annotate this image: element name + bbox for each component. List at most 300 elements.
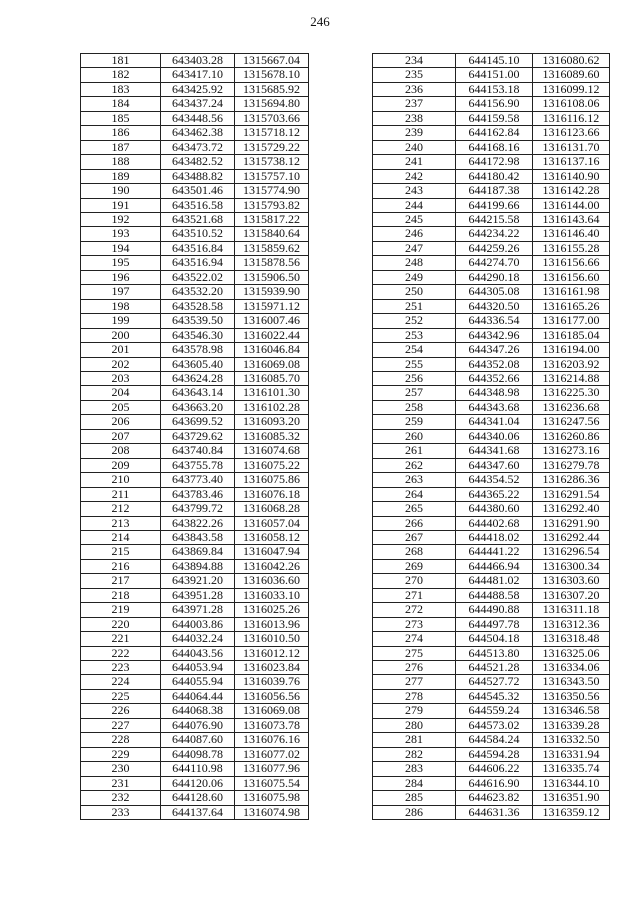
table-row (373, 487, 610, 501)
table-row (81, 545, 309, 559)
point-number-cell: 269 (373, 559, 456, 573)
point-number-cell: 197 (81, 285, 161, 299)
table-row (81, 371, 309, 385)
point-number-cell: 218 (81, 588, 161, 602)
point-number-cell: 209 (81, 458, 161, 472)
x-coordinate-cell: 643437.24 (161, 97, 235, 111)
y-coordinate-cell: 1316013.96 (235, 617, 309, 631)
point-number-cell: 273 (373, 617, 456, 631)
y-coordinate-cell: 1315678.10 (235, 68, 309, 82)
point-number-cell: 229 (81, 747, 161, 761)
point-number-cell: 274 (373, 632, 456, 646)
y-coordinate-cell: 1315738.12 (235, 155, 309, 169)
x-coordinate-cell: 644545.32 (456, 689, 533, 703)
table-row (373, 227, 610, 241)
table-row (373, 776, 610, 790)
point-number-cell: 210 (81, 473, 161, 487)
y-coordinate-cell: 1315667.04 (235, 54, 309, 68)
table-row (81, 502, 309, 516)
y-coordinate-cell: 1316260.86 (533, 429, 610, 443)
y-coordinate-cell: 1316194.00 (533, 343, 610, 357)
point-number-cell: 248 (373, 256, 456, 270)
y-coordinate-cell: 1316203.92 (533, 357, 610, 371)
point-number-cell: 192 (81, 212, 161, 226)
y-coordinate-cell: 1316346.58 (533, 704, 610, 718)
x-coordinate-cell: 643869.84 (161, 545, 235, 559)
y-coordinate-cell: 1316312.36 (533, 617, 610, 631)
y-coordinate-cell: 1316185.04 (533, 328, 610, 342)
y-coordinate-cell: 1316101.30 (235, 386, 309, 400)
point-number-cell: 228 (81, 733, 161, 747)
table-row (81, 473, 309, 487)
table-row (81, 733, 309, 747)
table-row (81, 646, 309, 660)
point-number-cell: 183 (81, 82, 161, 96)
table-row (81, 198, 309, 212)
point-number-cell: 188 (81, 155, 161, 169)
point-number-cell: 253 (373, 328, 456, 342)
x-coordinate-cell: 644137.64 (161, 805, 235, 819)
table-row (373, 516, 610, 530)
table-row (373, 155, 610, 169)
x-coordinate-cell: 644290.18 (456, 270, 533, 284)
point-number-cell: 236 (373, 82, 456, 96)
x-coordinate-cell: 643624.28 (161, 371, 235, 385)
x-coordinate-cell: 644347.60 (456, 458, 533, 472)
x-coordinate-cell: 644199.66 (456, 198, 533, 212)
table-row (373, 473, 610, 487)
x-coordinate-cell: 644274.70 (456, 256, 533, 270)
table-row (373, 617, 610, 631)
x-coordinate-cell: 644488.58 (456, 588, 533, 602)
point-number-cell: 203 (81, 371, 161, 385)
table-row (81, 169, 309, 183)
point-number-cell: 235 (373, 68, 456, 82)
point-number-cell: 279 (373, 704, 456, 718)
x-coordinate-cell: 644064.44 (161, 689, 235, 703)
point-number-cell: 266 (373, 516, 456, 530)
table-row (81, 82, 309, 96)
table-row (81, 762, 309, 776)
y-coordinate-cell: 1316351.90 (533, 791, 610, 805)
table-row (373, 444, 610, 458)
point-number-cell: 189 (81, 169, 161, 183)
point-number-cell: 280 (373, 718, 456, 732)
y-coordinate-cell: 1316085.70 (235, 371, 309, 385)
table-row (81, 487, 309, 501)
x-coordinate-cell: 644631.36 (456, 805, 533, 819)
table-row (373, 184, 610, 198)
x-coordinate-cell: 644068.38 (161, 704, 235, 718)
y-coordinate-cell: 1316073.78 (235, 718, 309, 732)
table-row (373, 502, 610, 516)
point-number-cell: 224 (81, 675, 161, 689)
x-coordinate-cell: 643521.68 (161, 212, 235, 226)
y-coordinate-cell: 1315694.80 (235, 97, 309, 111)
point-number-cell: 216 (81, 559, 161, 573)
table-row (373, 343, 610, 357)
x-coordinate-cell: 643403.28 (161, 54, 235, 68)
point-number-cell: 263 (373, 473, 456, 487)
y-coordinate-cell: 1315757.10 (235, 169, 309, 183)
x-coordinate-cell: 644151.00 (456, 68, 533, 82)
y-coordinate-cell: 1316318.48 (533, 632, 610, 646)
y-coordinate-cell: 1315878.56 (235, 256, 309, 270)
x-coordinate-cell: 643488.82 (161, 169, 235, 183)
y-coordinate-cell: 1316093.20 (235, 415, 309, 429)
x-coordinate-cell: 644003.86 (161, 617, 235, 631)
table-row (81, 516, 309, 530)
y-coordinate-cell: 1316075.98 (235, 791, 309, 805)
point-number-cell: 239 (373, 126, 456, 140)
y-coordinate-cell: 1316077.96 (235, 762, 309, 776)
point-number-cell: 272 (373, 603, 456, 617)
x-coordinate-cell: 644110.98 (161, 762, 235, 776)
y-coordinate-cell: 1316325.06 (533, 646, 610, 660)
point-number-cell: 233 (81, 805, 161, 819)
x-coordinate-cell: 643894.88 (161, 559, 235, 573)
y-coordinate-cell: 1316291.90 (533, 516, 610, 530)
table-row (373, 68, 610, 82)
table-row (373, 169, 610, 183)
point-number-cell: 187 (81, 140, 161, 154)
point-number-cell: 191 (81, 198, 161, 212)
x-coordinate-cell: 644168.16 (456, 140, 533, 154)
x-coordinate-cell: 644215.58 (456, 212, 533, 226)
point-number-cell: 275 (373, 646, 456, 660)
table-row (373, 791, 610, 805)
x-coordinate-cell: 643528.58 (161, 299, 235, 313)
y-coordinate-cell: 1316058.12 (235, 530, 309, 544)
x-coordinate-cell: 643921.20 (161, 574, 235, 588)
y-coordinate-cell: 1316025.26 (235, 603, 309, 617)
x-coordinate-cell: 644055.94 (161, 675, 235, 689)
x-coordinate-cell: 644616.90 (456, 776, 533, 790)
x-coordinate-cell: 643755.78 (161, 458, 235, 472)
x-coordinate-cell: 643699.52 (161, 415, 235, 429)
x-coordinate-cell: 644234.22 (456, 227, 533, 241)
y-coordinate-cell: 1316099.12 (533, 82, 610, 96)
y-coordinate-cell: 1316108.06 (533, 97, 610, 111)
y-coordinate-cell: 1316047.94 (235, 545, 309, 559)
table-row (373, 429, 610, 443)
table-row (81, 776, 309, 790)
y-coordinate-cell: 1316074.98 (235, 805, 309, 819)
x-coordinate-cell: 643522.02 (161, 270, 235, 284)
point-number-cell: 207 (81, 429, 161, 443)
point-number-cell: 276 (373, 661, 456, 675)
x-coordinate-cell: 643462.38 (161, 126, 235, 140)
point-number-cell: 225 (81, 689, 161, 703)
y-coordinate-cell: 1316291.54 (533, 487, 610, 501)
x-coordinate-cell: 643425.92 (161, 82, 235, 96)
table-row (81, 256, 309, 270)
point-number-cell: 234 (373, 54, 456, 68)
x-coordinate-cell: 644513.80 (456, 646, 533, 660)
x-coordinate-cell: 644504.18 (456, 632, 533, 646)
point-number-cell: 219 (81, 603, 161, 617)
table-row (81, 574, 309, 588)
point-number-cell: 214 (81, 530, 161, 544)
point-number-cell: 251 (373, 299, 456, 313)
point-number-cell: 195 (81, 256, 161, 270)
point-number-cell: 258 (373, 400, 456, 414)
table-row (373, 718, 610, 732)
y-coordinate-cell: 1316165.26 (533, 299, 610, 313)
point-number-cell: 271 (373, 588, 456, 602)
table-row (373, 54, 610, 68)
table-row (81, 54, 309, 68)
table-row (373, 458, 610, 472)
point-number-cell: 193 (81, 227, 161, 241)
x-coordinate-cell: 643516.84 (161, 241, 235, 255)
table-row (373, 689, 610, 703)
x-coordinate-cell: 644305.08 (456, 285, 533, 299)
x-coordinate-cell: 644352.08 (456, 357, 533, 371)
y-coordinate-cell: 1316123.66 (533, 126, 610, 140)
x-coordinate-cell: 643578.98 (161, 343, 235, 357)
point-number-cell: 194 (81, 241, 161, 255)
table-row (373, 111, 610, 125)
y-coordinate-cell: 1316142.28 (533, 184, 610, 198)
point-number-cell: 262 (373, 458, 456, 472)
x-coordinate-cell: 644043.56 (161, 646, 235, 660)
y-coordinate-cell: 1316046.84 (235, 343, 309, 357)
y-coordinate-cell: 1315840.64 (235, 227, 309, 241)
y-coordinate-cell: 1316143.64 (533, 212, 610, 226)
x-coordinate-cell: 643843.58 (161, 530, 235, 544)
point-number-cell: 205 (81, 400, 161, 414)
point-number-cell: 213 (81, 516, 161, 530)
point-number-cell: 265 (373, 502, 456, 516)
y-coordinate-cell: 1316273.16 (533, 444, 610, 458)
y-coordinate-cell: 1316292.40 (533, 502, 610, 516)
point-number-cell: 242 (373, 169, 456, 183)
table-row (81, 747, 309, 761)
point-number-cell: 277 (373, 675, 456, 689)
table-row (373, 285, 610, 299)
point-number-cell: 215 (81, 545, 161, 559)
point-number-cell: 259 (373, 415, 456, 429)
y-coordinate-cell: 1316331.94 (533, 747, 610, 761)
point-number-cell: 241 (373, 155, 456, 169)
point-number-cell: 261 (373, 444, 456, 458)
y-coordinate-cell: 1316022.44 (235, 328, 309, 342)
table-row (81, 270, 309, 284)
y-coordinate-cell: 1315906.50 (235, 270, 309, 284)
y-coordinate-cell: 1316146.40 (533, 227, 610, 241)
point-number-cell: 249 (373, 270, 456, 284)
point-number-cell: 281 (373, 733, 456, 747)
y-coordinate-cell: 1316007.46 (235, 314, 309, 328)
y-coordinate-cell: 1316334.06 (533, 661, 610, 675)
y-coordinate-cell: 1316155.28 (533, 241, 610, 255)
table-row (373, 559, 610, 573)
x-coordinate-cell: 644623.82 (456, 791, 533, 805)
table-row (373, 603, 610, 617)
point-number-cell: 244 (373, 198, 456, 212)
y-coordinate-cell: 1316140.90 (533, 169, 610, 183)
x-coordinate-cell: 644497.78 (456, 617, 533, 631)
point-number-cell: 190 (81, 184, 161, 198)
table-row (81, 140, 309, 154)
x-coordinate-cell: 643643.14 (161, 386, 235, 400)
point-number-cell: 250 (373, 285, 456, 299)
x-coordinate-cell: 643799.72 (161, 502, 235, 516)
point-number-cell: 226 (81, 704, 161, 718)
y-coordinate-cell: 1316177.00 (533, 314, 610, 328)
x-coordinate-cell: 644342.96 (456, 328, 533, 342)
x-coordinate-cell: 644380.60 (456, 502, 533, 516)
table-row (373, 357, 610, 371)
x-coordinate-cell: 643539.50 (161, 314, 235, 328)
x-coordinate-cell: 643605.40 (161, 357, 235, 371)
point-number-cell: 223 (81, 661, 161, 675)
x-coordinate-cell: 644087.60 (161, 733, 235, 747)
x-coordinate-cell: 644354.52 (456, 473, 533, 487)
point-number-cell: 282 (373, 747, 456, 761)
x-coordinate-cell: 644347.26 (456, 343, 533, 357)
table-row (81, 299, 309, 313)
table-row (373, 661, 610, 675)
point-number-cell: 268 (373, 545, 456, 559)
point-number-cell: 221 (81, 632, 161, 646)
table-row (373, 270, 610, 284)
y-coordinate-cell: 1316279.78 (533, 458, 610, 472)
x-coordinate-cell: 644594.28 (456, 747, 533, 761)
y-coordinate-cell: 1316076.16 (235, 733, 309, 747)
x-coordinate-cell: 644128.60 (161, 791, 235, 805)
x-coordinate-cell: 643473.72 (161, 140, 235, 154)
x-coordinate-cell: 643448.56 (161, 111, 235, 125)
y-coordinate-cell: 1316339.28 (533, 718, 610, 732)
y-coordinate-cell: 1315703.66 (235, 111, 309, 125)
y-coordinate-cell: 1316225.30 (533, 386, 610, 400)
point-number-cell: 255 (373, 357, 456, 371)
y-coordinate-cell: 1316332.50 (533, 733, 610, 747)
y-coordinate-cell: 1316344.10 (533, 776, 610, 790)
x-coordinate-cell: 644162.84 (456, 126, 533, 140)
y-coordinate-cell: 1316069.08 (235, 704, 309, 718)
x-coordinate-cell: 643482.52 (161, 155, 235, 169)
y-coordinate-cell: 1316247.56 (533, 415, 610, 429)
table-row (81, 632, 309, 646)
table-row (81, 805, 309, 819)
point-number-cell: 238 (373, 111, 456, 125)
x-coordinate-cell: 644153.18 (456, 82, 533, 96)
point-number-cell: 278 (373, 689, 456, 703)
y-coordinate-cell: 1315718.12 (235, 126, 309, 140)
table-row (81, 588, 309, 602)
point-number-cell: 204 (81, 386, 161, 400)
y-coordinate-cell: 1316010.50 (235, 632, 309, 646)
x-coordinate-cell: 643516.94 (161, 256, 235, 270)
x-coordinate-cell: 644584.24 (456, 733, 533, 747)
table-row (373, 415, 610, 429)
table-row (81, 675, 309, 689)
table-row (373, 140, 610, 154)
point-number-cell: 270 (373, 574, 456, 588)
y-coordinate-cell: 1315859.62 (235, 241, 309, 255)
point-number-cell: 257 (373, 386, 456, 400)
x-coordinate-cell: 643740.84 (161, 444, 235, 458)
x-coordinate-cell: 644076.90 (161, 718, 235, 732)
x-coordinate-cell: 644341.04 (456, 415, 533, 429)
y-coordinate-cell: 1316085.32 (235, 429, 309, 443)
x-coordinate-cell: 643501.46 (161, 184, 235, 198)
y-coordinate-cell: 1316359.12 (533, 805, 610, 819)
table-row (81, 415, 309, 429)
y-coordinate-cell: 1316074.68 (235, 444, 309, 458)
table-row (373, 299, 610, 313)
point-number-cell: 198 (81, 299, 161, 313)
y-coordinate-cell: 1316012.12 (235, 646, 309, 660)
point-number-cell: 181 (81, 54, 161, 68)
point-number-cell: 206 (81, 415, 161, 429)
x-coordinate-cell: 644120.06 (161, 776, 235, 790)
y-coordinate-cell: 1316296.54 (533, 545, 610, 559)
x-coordinate-cell: 644365.22 (456, 487, 533, 501)
point-number-cell: 254 (373, 343, 456, 357)
table-row (81, 400, 309, 414)
table-row (81, 458, 309, 472)
table-row (373, 733, 610, 747)
table-row (373, 400, 610, 414)
point-number-cell: 256 (373, 371, 456, 385)
table-row (373, 256, 610, 270)
x-coordinate-cell: 644352.66 (456, 371, 533, 385)
y-coordinate-cell: 1315774.90 (235, 184, 309, 198)
table-row (81, 661, 309, 675)
point-number-cell: 243 (373, 184, 456, 198)
y-coordinate-cell: 1316080.62 (533, 54, 610, 68)
point-number-cell: 220 (81, 617, 161, 631)
table-row (81, 603, 309, 617)
x-coordinate-cell: 643516.58 (161, 198, 235, 212)
point-number-cell: 200 (81, 328, 161, 342)
point-number-cell: 196 (81, 270, 161, 284)
point-number-cell: 283 (373, 762, 456, 776)
x-coordinate-cell: 644336.54 (456, 314, 533, 328)
x-coordinate-cell: 643510.52 (161, 227, 235, 241)
point-number-cell: 201 (81, 343, 161, 357)
x-coordinate-cell: 644559.24 (456, 704, 533, 718)
point-number-cell: 208 (81, 444, 161, 458)
table-row (81, 704, 309, 718)
table-row (373, 82, 610, 96)
x-coordinate-cell: 644343.68 (456, 400, 533, 414)
point-number-cell: 240 (373, 140, 456, 154)
x-coordinate-cell: 643783.46 (161, 487, 235, 501)
table-row (81, 184, 309, 198)
y-coordinate-cell: 1316069.08 (235, 357, 309, 371)
y-coordinate-cell: 1316144.00 (533, 198, 610, 212)
x-coordinate-cell: 644466.94 (456, 559, 533, 573)
table-row (81, 314, 309, 328)
y-coordinate-cell: 1316075.22 (235, 458, 309, 472)
point-number-cell: 252 (373, 314, 456, 328)
x-coordinate-cell: 644418.02 (456, 530, 533, 544)
table-row (81, 559, 309, 573)
x-coordinate-cell: 644156.90 (456, 97, 533, 111)
x-coordinate-cell: 643663.20 (161, 400, 235, 414)
x-coordinate-cell: 644098.78 (161, 747, 235, 761)
point-number-cell: 237 (373, 97, 456, 111)
table-row (81, 444, 309, 458)
table-row (373, 747, 610, 761)
x-coordinate-cell: 643951.28 (161, 588, 235, 602)
point-number-cell: 232 (81, 791, 161, 805)
